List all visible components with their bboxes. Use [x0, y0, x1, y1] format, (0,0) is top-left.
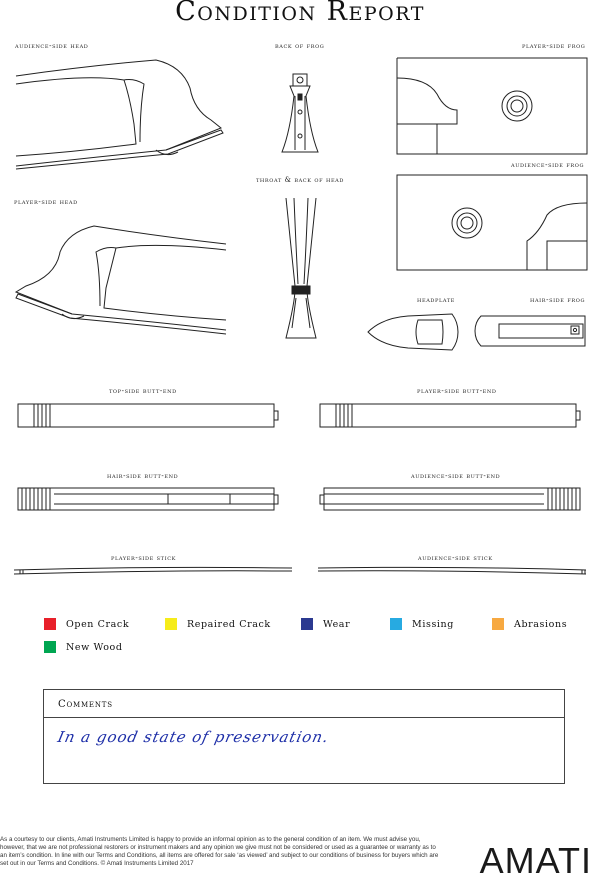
label-headplate: headplate — [417, 296, 456, 304]
audience-side-frog-drawing — [397, 175, 587, 272]
legend-swatch — [165, 618, 177, 630]
label-player-side-stick: player-side stick — [111, 554, 176, 562]
legend-swatch — [44, 641, 56, 653]
disclaimer-text: As a courtesy to our clients, Amati Instruments Limited is happy to provide an informal opinion as to the general condition of an item. We must advise you, however, that we are not professional restorers or instrument makers and any opinion we give must not be considered or used as a guarantee or warranty as to an item’s condition. In line with our Terms and Conditions, all items are offered for sale ‘as viewed’ and subject to our conditions of business for buyers which are set out in our Terms and Conditions. © Amati Instruments Limited 2017 — [0, 836, 439, 867]
legend-missing — [390, 618, 454, 630]
comments-text: In a good state of preservation. — [56, 728, 331, 746]
legend-label: Abrasions — [514, 618, 568, 630]
page-title: Condition Report — [175, 0, 425, 27]
label-audience-side-frog: audience-side frog — [511, 161, 585, 169]
legend-swatch — [44, 618, 56, 630]
label-audience-side-head: audience-side head — [15, 42, 89, 50]
audience-side-butt-end-drawing — [318, 488, 580, 512]
legend-new-wood — [44, 641, 123, 653]
audience-side-stick-drawing — [316, 564, 596, 578]
legend-swatch — [492, 618, 504, 630]
label-back-of-frog: back of frog — [275, 42, 325, 50]
label-audience-side-stick: audience-side stick — [418, 554, 493, 562]
hair-side-butt-end-drawing — [18, 488, 280, 512]
label-hair-side-frog: hair-side frog — [530, 296, 586, 304]
player-side-frog-drawing — [397, 58, 587, 156]
legend-wear — [301, 618, 350, 630]
player-side-butt-end-drawing — [320, 404, 582, 428]
legend-abrasions — [492, 618, 567, 630]
legend-open-crack — [44, 618, 129, 630]
legend-label: Missing — [412, 618, 454, 630]
legend-label: Open Crack — [66, 618, 130, 630]
label-throat-back-of-head: throat & back of head — [256, 176, 345, 184]
label-audience-side-butt-end: audience-side butt-end — [411, 472, 501, 480]
legend-swatch — [390, 618, 402, 630]
player-side-stick-drawing — [14, 564, 294, 578]
top-side-butt-end-drawing — [18, 404, 280, 428]
legend-label: Repaired Crack — [187, 618, 271, 630]
headplate-drawing — [368, 312, 458, 352]
label-player-side-head: player-side head — [14, 198, 78, 206]
amati-logo: AMATI — [479, 840, 592, 881]
label-player-side-butt-end: player-side butt-end — [417, 387, 497, 395]
audience-side-head-drawing — [16, 58, 226, 170]
hair-side-frog-drawing — [475, 316, 587, 348]
comments-heading: Comments — [44, 690, 564, 718]
player-side-head-drawing — [16, 222, 226, 334]
throat-back-of-head-drawing — [282, 198, 320, 340]
comments-box — [43, 689, 565, 784]
label-hair-side-butt-end: hair-side butt-end — [107, 472, 179, 480]
legend-swatch — [301, 618, 313, 630]
legend-label: Wear — [323, 618, 351, 630]
label-top-side-butt-end: top-side butt-end — [109, 387, 177, 395]
legend-label: New Wood — [66, 641, 123, 653]
legend-repaired-crack — [165, 618, 271, 630]
back-of-frog-drawing — [280, 72, 320, 156]
label-player-side-frog: player-side frog — [522, 42, 586, 50]
